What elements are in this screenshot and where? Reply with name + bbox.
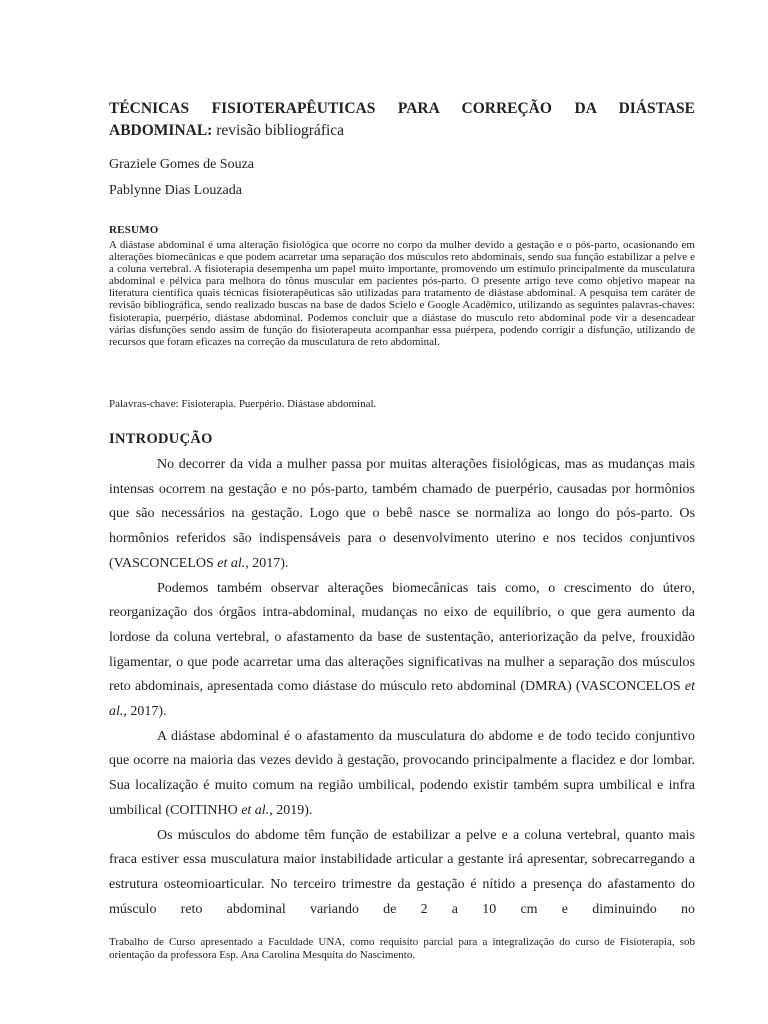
et-al: et al., xyxy=(217,555,249,571)
title-line-2 xyxy=(109,122,344,139)
et-al: et al., xyxy=(241,802,273,818)
paragraph-2: Podemos também observar alterações biomecânicas tais como, o crescimento do útero, reorganização dos órgãos intra-abdominal, mudanças no eixo de equilíbrio, o que gera aumento da lordose da coluna vertebral, o afastamento da base de sustentação, anteriorização da pelve, frouxidão ligamentar, o que pode acarretar uma das alterações significativas na mulher a separação dos músculos reto abdominais, apresentada como diástase do músculo reto abdominal (DMRA) (VASCONCELOS et al., 2017). xyxy=(109,580,695,720)
author-1: Graziele Gomes de Souza xyxy=(109,157,254,172)
keywords: Palavras-chave: Fisioterapia. Puerpério. Diástase abdominal. xyxy=(109,398,377,410)
paper-title xyxy=(109,98,695,142)
introduction-body xyxy=(109,453,695,922)
title-subtitle: revisão bibliográfica xyxy=(212,122,345,139)
introduction-heading: INTRODUÇÃO xyxy=(109,431,213,447)
paragraph-3: A diástase abdominal é o afastamento da musculatura do abdome e de todo tecido conjuntivo que ocorre na maioria das vezes devido à gestação, provocando principalmente a flacidez e dor lombar. Sua localização é muito comum na região umbilical, podendo existir também supra umbilical e infra umbilical (COITINHO et al., 2019). xyxy=(109,728,695,818)
title-abdominal: ABDOMINAL: xyxy=(109,122,213,139)
abstract-heading: RESUMO xyxy=(109,224,159,236)
author-2: Pablynne Dias Louzada xyxy=(109,183,242,198)
title-line-1: TÉCNICAS FISIOTERAPÊUTICAS PARA CORREÇÃO DA DIÁSTASE xyxy=(109,100,695,117)
paragraph-1: No decorrer da vida a mulher passa por muitas alterações fisiológicas, mas as mudanças mais intensas ocorrem na gestação e no pós-parto, também chamado de puerpério, causadas por hormônios que são necessários na gestação. Logo que o bebê nasce se normaliza ao longo do pós-parto. Os hormônios referidos são indispensáveis para o desenvolvimento uterino e nos tecidos conjuntivos (VASCONCELOS et al., 2017). xyxy=(109,457,695,571)
footnote: Trabalho de Curso apresentado a Faculdade UNA, como requisito parcial para a integralização do curso de Fisioterapia, sob orientação da professora Esp. Ana Carolina Mesquita do Nascimento. xyxy=(109,936,695,961)
et-al: et al., xyxy=(109,679,695,720)
paragraph-4: Os músculos do abdome têm função de estabilizar a pelve e a coluna vertebral, quanto mais fraca estiver essa musculatura maior instabilidade articular a gestante irá apresentar, sobrecarregando a estrutura osteomioarticular. No terceiro trimestre da gestação é nítido a presença do afastamento do músculo reto abdominal variando de 2 a 10 cm e diminuindo no xyxy=(109,827,695,917)
abstract-text: A diástase abdominal é uma alteração fisiológica que ocorre no corpo da mulher devido a gestação e o pós-parto, ocasionando em alterações biomecânicas e que podem acarretar uma separação dos músculos reto abdominais, sendo sua função estabilizar a pelve e a coluna vertebral. A fisioterapia desempenha um papel muito importante, promovendo um estímulo principalmente da musculatura abdominal e pélvica para melhora do tônus muscular em pacientes pós-parto. O presente artigo teve como objetivo mapear na literatura científica quais técnicas fisioterapêuticas são utilizadas para tratamento de diástase abdominal. A pesquisa tem caráter de revisão bibliográfica, sendo realizado buscas na base de dados Scielo e Google Acadêmico, utilizando as seguintes palavras-chaves: fisioterapia, puerpério, diástase abdominal. Podemos concluir que a diástase do musculo reto abdominal pode vir a desencadear várias disfunções sendo assim de função do fisioterapeuta acompanhar essa puérpera, podendo corrigir a disfunção, utilizando de recursos que foram eficazes na correção da musculatura de reto abdominal. xyxy=(109,239,695,348)
